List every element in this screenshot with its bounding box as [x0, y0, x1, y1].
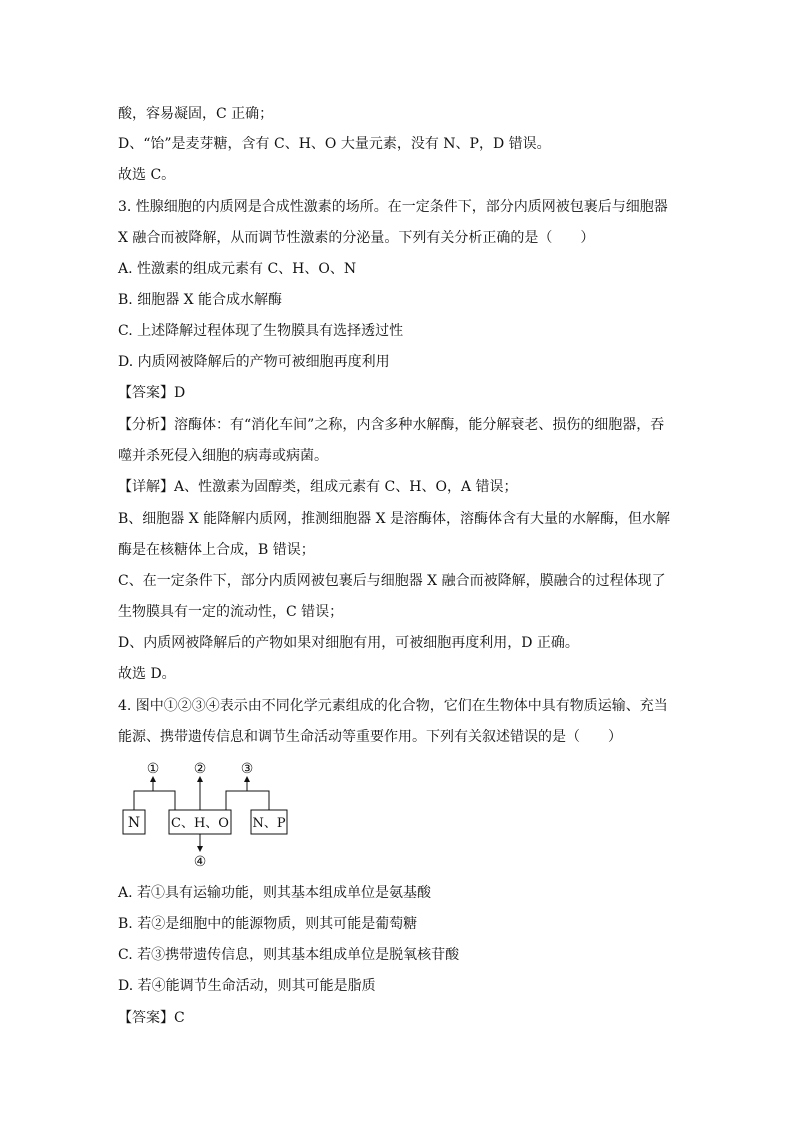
text-line: 酸，容易凝固，C 正确；: [118, 106, 274, 122]
option-a: A. 性激素的组成元素有 C、H、O、N: [118, 261, 357, 277]
question-3-stem: 3. 性腺细胞的内质网是合成性激素的场所。在一定条件下，部分内质网被包裹后与细胞器: [118, 199, 668, 215]
box-np-label: N、P: [252, 816, 286, 831]
question-3-stem: X 融合而被降解，从而调节性激素的分泌量。下列有关分析正确的是（ ）: [118, 230, 595, 246]
label-3: ③: [240, 761, 254, 777]
element-compound-diagram: [118, 757, 318, 869]
text-line: 故选 D。: [118, 666, 176, 682]
question-4-stem: 4. 图中①②③④表示由不同化学元素组成的化合物，它们在生物体中具有物质运输、充当: [118, 698, 668, 714]
option-c: C. 上述降解过程体现了生物膜具有选择透过性: [118, 323, 404, 339]
option-b: B. 若②是细胞中的能源物质，则其可能是葡萄糖: [118, 916, 418, 932]
box-cho-label: C、H、O: [171, 816, 229, 831]
text-line: D、“饴”是麦芽糖，含有 C、H、O 大量元素，没有 N、P，D 错误。: [118, 136, 551, 152]
analysis-line: 噬并杀死侵入细胞的病毒或病菌。: [118, 448, 328, 464]
option-a: A. 若①具有运输功能，则其基本组成单位是氨基酸: [118, 885, 432, 901]
explanation-line: 酶是在核糖体上合成，B 错误；: [118, 542, 315, 558]
arrowhead-4: [197, 846, 203, 852]
explanation-line: B、细胞器 X 能降解内质网，推测细胞器 X 是溶酶体，溶酶体含有大量的水解酶，但水解: [118, 511, 671, 527]
option-b: B. 细胞器 X 能合成水解酶: [118, 292, 283, 308]
connector-1: [134, 791, 175, 810]
option-d: D. 内质网被降解后的产物可被细胞再度利用: [118, 354, 390, 370]
answer-line: 【答案】C: [118, 1010, 185, 1026]
answer-line: 【答案】D: [118, 385, 186, 401]
explanation-line: 【详解】A、性激素为固醇类，组成元素有 C、H、O，A 错误；: [118, 479, 518, 495]
box-n-label: N: [127, 815, 141, 831]
explanation-line: D、内质网被降解后的产物如果对细胞有用，可被细胞再度利用，D 正确。: [118, 635, 579, 651]
connector-3: [226, 791, 269, 810]
question-4-stem: 能源、携带遗传信息和调节生命活动等重要作用。下列有关叙述错误的是（ ）: [118, 729, 622, 745]
label-2: ②: [193, 761, 207, 777]
label-4: ④: [193, 854, 207, 869]
text-line: 故选 C。: [118, 167, 176, 183]
option-d: D. 若④能调节生命活动，则其可能是脂质: [118, 978, 376, 994]
option-c: C. 若③携带遗传信息，则其基本组成单位是脱氧核苷酸: [118, 947, 460, 963]
label-1: ①: [146, 761, 160, 777]
explanation-line: 生物膜具有一定的流动性，C 错误；: [118, 604, 344, 620]
explanation-line: C、在一定条件下，部分内质网被包裹后与细胞器 X 融合而被降解，膜融合的过程体现了: [118, 573, 666, 589]
analysis-line: 【分析】溶酶体：有“消化车间”之称，内含多种水解酶，能分解衰老、损伤的细胞器，吞: [118, 417, 665, 433]
